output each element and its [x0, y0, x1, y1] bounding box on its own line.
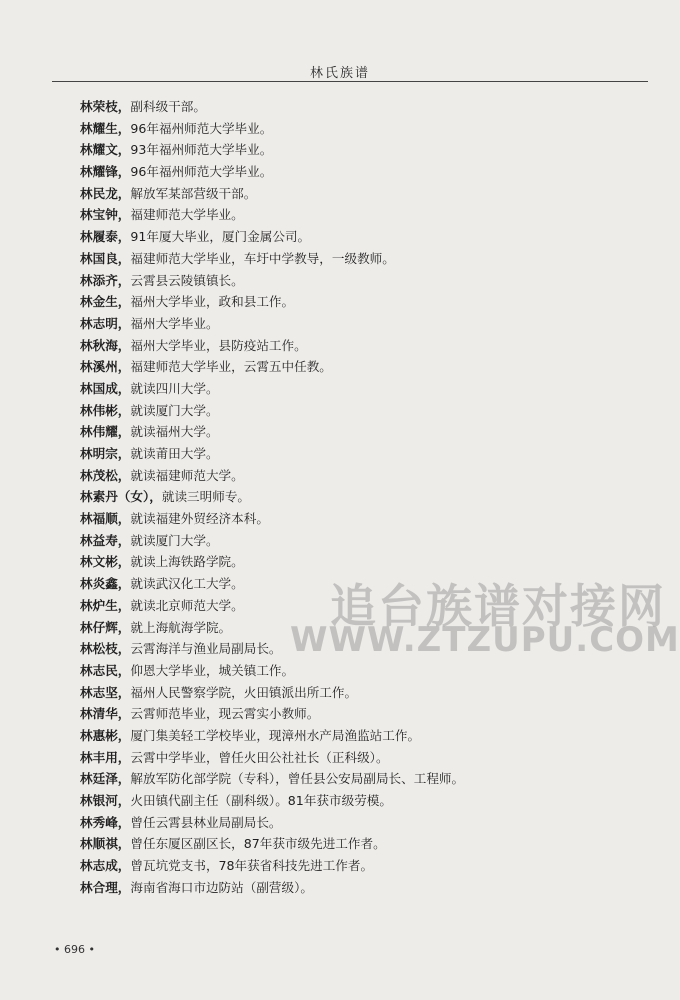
person-description: 就读厦门大学。	[130, 532, 219, 548]
person-description: 就读四川大学。	[130, 380, 219, 396]
list-item	[80, 139, 640, 161]
list-item	[80, 270, 640, 292]
list-item	[80, 768, 640, 790]
person-name: 林合理，	[80, 879, 131, 895]
list-item	[80, 118, 640, 140]
list-item	[80, 725, 640, 747]
list-item	[80, 465, 640, 487]
person-description: 厦门集美轻工学校毕业，现漳州水产局渔监站工作。	[130, 727, 421, 743]
person-description: 火田镇代副主任（副科级）。81年获市级劳模。	[130, 793, 392, 808]
person-name: 林志明，	[80, 315, 131, 331]
person-description: 96年福州师范大学毕业。	[130, 164, 273, 180]
header-divider	[52, 81, 648, 82]
list-item	[80, 486, 640, 508]
list-item	[80, 855, 640, 877]
list-item	[80, 313, 640, 335]
person-description: 福州大学毕业，县防疫站工作。	[130, 337, 307, 353]
person-description: 福州大学毕业。	[130, 315, 219, 331]
list-item	[80, 833, 640, 855]
list-item	[80, 161, 640, 183]
list-item	[80, 530, 640, 552]
person-name: 林益寿，	[80, 532, 131, 548]
person-name: 林溪州，	[80, 359, 131, 375]
list-item	[80, 204, 640, 226]
person-description: 就上海航海学院。	[130, 619, 232, 635]
list-item	[80, 378, 640, 400]
person-name: 林清华，	[80, 706, 131, 722]
page-title: 林氏族谱	[309, 66, 370, 81]
list-item	[80, 747, 640, 769]
list-item	[80, 183, 640, 205]
page-number: • 696 •	[54, 943, 95, 956]
person-name: 林炎鑫，	[80, 576, 131, 592]
person-description: 就读三明师专。	[161, 489, 251, 505]
person-name: 林民龙，	[80, 185, 131, 201]
person-description: 就读福州大学。	[130, 424, 219, 440]
person-name: 林明宗，	[80, 446, 131, 461]
person-name: 林国成，	[80, 380, 131, 396]
person-description: 副科级干部。	[130, 99, 206, 114]
person-description: 就读莆田大学。	[130, 446, 219, 461]
list-item	[80, 790, 640, 812]
person-name: 林松枝，	[80, 641, 131, 657]
person-name: 林履泰，	[80, 229, 131, 245]
list-item	[80, 291, 640, 313]
list-item	[80, 421, 640, 443]
list-item	[80, 400, 640, 422]
person-name: 林顺祺，	[80, 836, 131, 852]
person-description: 就读福建外贸经济本科。	[130, 511, 269, 527]
person-description: 海南省海口市边防站（副营级）。	[130, 879, 313, 895]
person-description: 就读北京师范大学。	[130, 597, 244, 613]
person-name: 林文彬，	[80, 554, 131, 570]
person-description: 曾任东厦区副区长，87年获市级先进工作者。	[130, 836, 386, 852]
person-description: 解放军防化部学院（专科），曾任县公安局副局长、工程师。	[130, 771, 465, 787]
person-description: 就读厦门大学。	[130, 402, 219, 418]
person-name: 林茂松，	[80, 467, 131, 483]
person-name: 林秀峰，	[80, 814, 131, 830]
list-item	[80, 703, 640, 725]
person-description: 云霄县云陵镇镇长。	[130, 272, 244, 288]
person-description: 福建师范大学毕业。	[130, 207, 244, 223]
person-description: 96年福州师范大学毕业。	[130, 120, 273, 136]
person-description: 福州人民警察学院，火田镇派出所工作。	[130, 684, 358, 700]
person-name: 林志成，	[80, 858, 131, 874]
person-name: 林福顺，	[80, 511, 131, 527]
person-name: 林志坚，	[80, 684, 131, 700]
person-name: 林耀文，	[80, 142, 131, 158]
list-item	[80, 356, 640, 378]
person-description: 曾瓦坑党支书，78年获省科技先进工作者。	[130, 858, 374, 874]
person-name: 林金生，	[80, 294, 131, 310]
list-item	[80, 443, 640, 465]
list-item	[80, 508, 640, 530]
person-description: 仰恩大学毕业，城关镇工作。	[130, 662, 295, 678]
person-name: 林仔辉，	[80, 619, 131, 635]
person-description: 91年厦大毕业，厦门金属公司。	[130, 229, 311, 245]
list-item	[80, 877, 640, 899]
person-description: 云霄中学毕业，曾任火田公社社长（正科级）。	[130, 749, 389, 765]
person-name: 林耀生，	[80, 120, 131, 136]
person-description: 就读武汉化工大学。	[130, 576, 244, 592]
entry-list	[80, 96, 640, 898]
person-description: 解放军某部营级干部。	[130, 185, 257, 201]
person-description: 福州大学毕业，政和县工作。	[130, 294, 295, 310]
person-description: 云霄师范毕业，现云霄实小教师。	[130, 706, 320, 722]
person-name: 林伟彬，	[80, 402, 131, 418]
list-item	[80, 96, 640, 118]
person-name: 林伟耀，	[80, 424, 131, 440]
person-description: 曾任云霄县林业局副局长。	[130, 814, 282, 830]
watermark-url: WWW.ZTZUPU.COM	[290, 620, 680, 660]
person-name: 林秋海，	[80, 337, 131, 353]
person-name: 林耀锋，	[80, 164, 131, 180]
list-item	[80, 812, 640, 834]
list-item	[80, 335, 640, 357]
list-item	[80, 248, 640, 270]
list-item	[80, 660, 640, 682]
person-name: 林宝钟，	[80, 207, 131, 223]
person-name: 林银河，	[80, 793, 131, 808]
person-description: 就读上海铁路学院。	[130, 554, 244, 570]
person-description: 云霄海洋与渔业局副局长。	[130, 641, 282, 657]
person-name: 林添齐，	[80, 272, 131, 288]
person-name: 林素丹（女），	[80, 489, 162, 505]
person-description: 福建师范大学毕业，车圩中学教导，一级教师。	[130, 250, 395, 266]
person-name: 林志民，	[80, 662, 131, 678]
person-description: 93年福州师范大学毕业。	[130, 142, 273, 158]
list-item	[80, 682, 640, 704]
person-name: 林荣枝，	[80, 99, 131, 114]
person-name: 林国良，	[80, 250, 131, 266]
list-item	[80, 226, 640, 248]
person-name: 林丰用，	[80, 749, 131, 765]
watermark-text: 追台族谱对接网	[330, 579, 666, 633]
person-description: 福建师范大学毕业，云霄五中任教。	[130, 359, 332, 375]
person-name: 林惠彬，	[80, 727, 131, 743]
person-description: 就读福建师范大学。	[130, 467, 244, 483]
person-name: 林炉生，	[80, 597, 131, 613]
person-name: 林廷泽，	[80, 771, 131, 787]
